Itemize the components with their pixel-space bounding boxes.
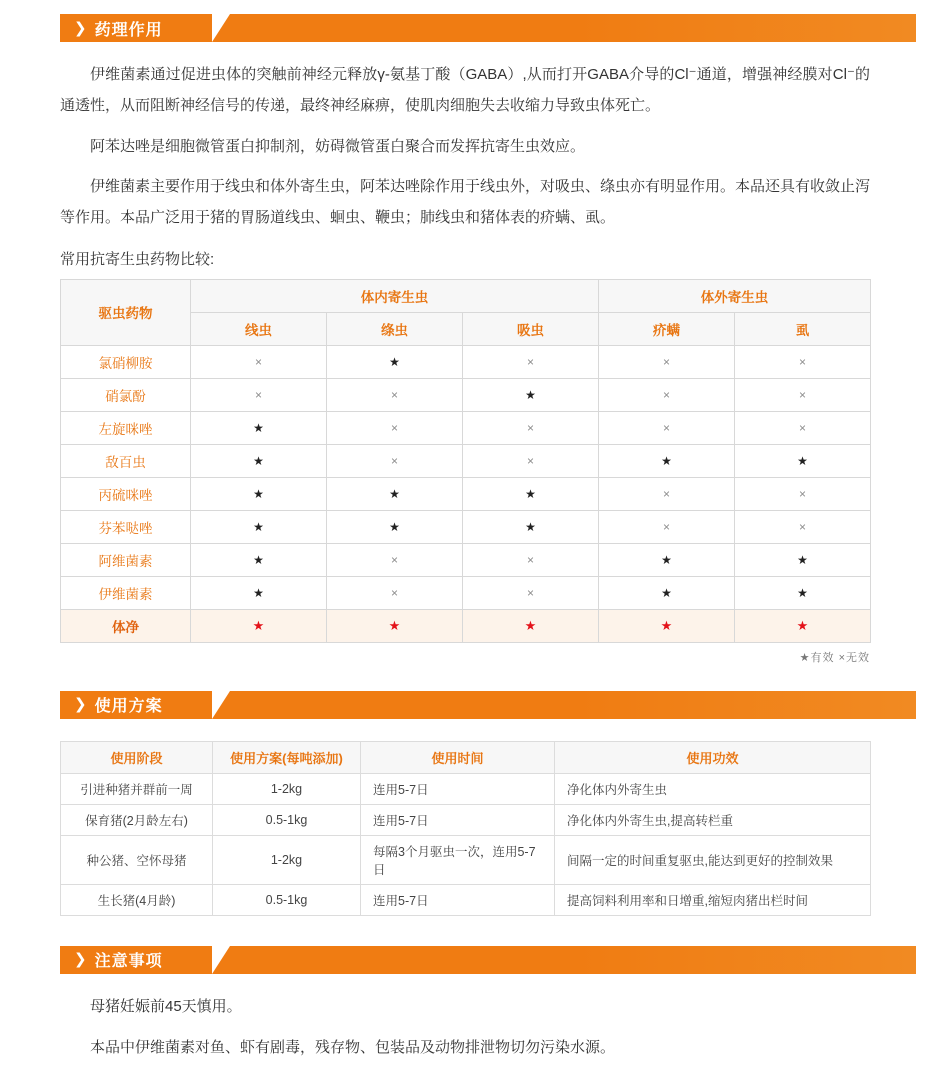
usage-cell: 0.5-1kg [213,804,361,835]
efficacy-cell [191,576,327,609]
usage-cell: 净化体内外寄生虫,提高转栏重 [555,804,871,835]
efficacy-cell [599,378,735,411]
efficacy-cell [327,543,463,576]
drug-name-cell: 阿维菌素 [61,543,191,576]
effective-star-icon: ★ [389,520,400,535]
ineffective-cross-icon: × [662,421,670,436]
subheader-lice: 虱 [735,312,871,345]
section-title: 注意事项 [94,953,163,971]
efficacy-cell [327,345,463,378]
drug-name-cell: 伊维菌素 [61,576,191,609]
drug-name-cell: 丙硫咪唑 [61,477,191,510]
section-header-usage [60,691,916,719]
table-row [61,804,871,835]
table-row [61,411,871,444]
effective-star-icon: ★ [253,553,264,568]
effective-star-icon: ★ [661,553,672,568]
chevron-right-icon: ❯ [74,951,87,969]
table-row [61,378,871,411]
efficacy-cell [327,411,463,444]
effective-star-icon: ★ [525,388,536,403]
efficacy-cell [735,345,871,378]
efficacy-cell [463,411,599,444]
usage-table-body [61,773,871,915]
ineffective-cross-icon: × [390,388,398,403]
efficacy-cell [463,576,599,609]
usage-cell: 1-2kg [213,835,361,884]
efficacy-cell [599,576,735,609]
efficacy-cell [735,543,871,576]
table-row [61,609,871,642]
efficacy-cell [735,609,871,642]
ineffective-cross-icon: × [798,388,806,403]
comparison-table-wrap [60,279,870,665]
efficacy-cell [735,378,871,411]
effective-star-icon: ★ [389,487,400,502]
efficacy-cell [599,411,735,444]
effective-star-icon: ★ [661,454,672,469]
usage-cell: 保育猪(2月龄左右) [61,804,213,835]
efficacy-cell [735,510,871,543]
effective-star-icon: ★ [797,553,808,568]
ineffective-cross-icon: × [390,454,398,469]
ineffective-cross-icon: × [526,421,534,436]
efficacy-cell [327,444,463,477]
ineffective-cross-icon: × [798,421,806,436]
drug-name-cell: 芬苯哒唑 [61,510,191,543]
header-notch-decoration [212,691,230,719]
ineffective-cross-icon: × [798,487,806,502]
usage-header-dose: 使用方案(每吨添加) [213,741,361,773]
table-row [61,543,871,576]
usage-cell: 生长猪(4月龄) [61,884,213,915]
ineffective-cross-icon: × [390,421,398,436]
efficacy-cell [327,378,463,411]
usage-cell: 引进种猪并群前一周 [61,773,213,804]
efficacy-cell [463,345,599,378]
efficacy-cell [327,609,463,642]
ineffective-cross-icon: × [254,355,262,370]
efficacy-cell [191,378,327,411]
effective-star-icon: ★ [252,617,265,633]
drug-name-cell: 体净 [61,609,191,642]
table-row [61,835,871,884]
efficacy-cell [463,477,599,510]
chevron-right-icon: ❯ [74,19,87,37]
efficacy-cell [599,477,735,510]
ineffective-cross-icon: × [390,586,398,601]
subheader-mange-mite: 疥螨 [599,312,735,345]
subheader-nematode: 线虫 [191,312,327,345]
efficacy-cell [735,576,871,609]
efficacy-cell [463,378,599,411]
effective-star-icon: ★ [525,487,536,502]
comparison-table-body [61,345,871,642]
comparison-table-caption: 常用抗寄生虫药物比较: [60,250,215,268]
drug-name-cell: 硝氯酚 [61,378,191,411]
section-header-pharmacology [60,14,916,42]
paragraph: 伊维菌素通过促进虫体的突触前神经元释放γ-氨基丁酸（GABA）,从而打开GABA介导的Cl⁻通道，增强神经膜对Cl⁻的通透性，从而阻断神经信号的传递，最终神经麻痹，使肌肉细胞失去收缩力导致虫体死亡。 [60,66,870,114]
paragraph: 伊维菌素主要作用于线虫和体外寄生虫，阿苯达唑除作用于线虫外，对吸虫、绦虫亦有明显作用。本品还具有收敛止泻等作用。本品广泛用于猪的胃肠道线虫、蛔虫、鞭虫；肺线虫和猪体表的疥螨、虱。 [60,178,871,226]
paragraph: 本品中伊维菌素对鱼、虾有剧毒，残存物、包装品及动物排泄物切勿污染水源。 [90,1038,616,1056]
effective-star-icon: ★ [253,487,264,502]
table-row [61,477,871,510]
usage-table [60,741,871,916]
ineffective-cross-icon: × [662,388,670,403]
efficacy-cell [599,543,735,576]
efficacy-cell [327,510,463,543]
group-header-external: 体外寄生虫 [599,279,871,312]
pharmacology-body [60,60,870,269]
efficacy-cell [191,609,327,642]
group-header-internal: 体内寄生虫 [191,279,599,312]
ineffective-cross-icon: × [254,388,262,403]
table-row [61,773,871,804]
efficacy-cell [327,477,463,510]
effective-star-icon: ★ [253,454,264,469]
efficacy-cell [191,477,327,510]
ineffective-cross-icon: × [662,520,670,535]
usage-cell: 0.5-1kg [213,884,361,915]
header-notch-decoration [212,946,230,974]
usage-cell: 提高饲料利用率和日增重,缩短肉猪出栏时间 [555,884,871,915]
table-row [61,884,871,915]
ineffective-cross-icon: × [662,355,670,370]
subheader-fluke: 吸虫 [463,312,599,345]
efficacy-cell [191,345,327,378]
comparison-table [60,279,871,643]
effective-star-icon: ★ [797,586,808,601]
drug-name-cell: 左旋咪唑 [61,411,191,444]
efficacy-cell [463,444,599,477]
corner-header: 驱虫药物 [61,279,191,345]
table-row [61,345,871,378]
section-title: 使用方案 [94,698,163,716]
efficacy-cell [735,444,871,477]
table-row [61,576,871,609]
section-header-notice [60,946,916,974]
table-header-row [61,279,871,312]
efficacy-cell [463,543,599,576]
efficacy-cell [327,576,463,609]
paragraph: 阿苯达唑是细胞微管蛋白抑制剂，妨碍微管蛋白聚合而发挥抗寄生虫效应。 [90,137,586,155]
effective-star-icon: ★ [660,617,673,633]
effective-star-icon: ★ [524,617,537,633]
table-header-row [61,741,871,773]
ineffective-cross-icon: × [662,487,670,502]
usage-cell: 连用5-7日 [361,884,555,915]
effective-star-icon: ★ [388,617,401,633]
usage-cell: 1-2kg [213,773,361,804]
ineffective-cross-icon: × [798,355,806,370]
efficacy-cell [463,510,599,543]
usage-cell: 每隔3个月驱虫一次，连用5-7日 [361,835,555,884]
efficacy-cell [191,411,327,444]
ineffective-cross-icon: × [526,553,534,568]
usage-header-stage: 使用阶段 [61,741,213,773]
efficacy-cell [599,345,735,378]
efficacy-cell [599,609,735,642]
usage-header-effect: 使用功效 [555,741,871,773]
effective-star-icon: ★ [253,421,264,436]
efficacy-cell [735,411,871,444]
chevron-right-icon: ❯ [74,696,87,714]
ineffective-cross-icon: × [798,520,806,535]
ineffective-cross-icon: × [526,454,534,469]
usage-cell: 种公猪、空怀母猪 [61,835,213,884]
subheader-tapeworm: 绦虫 [327,312,463,345]
drug-name-cell: 氯硝柳胺 [61,345,191,378]
section-title: 药理作用 [94,21,163,39]
efficacy-cell [599,444,735,477]
efficacy-cell [599,510,735,543]
effective-star-icon: ★ [253,520,264,535]
efficacy-cell [191,444,327,477]
efficacy-cell [463,609,599,642]
usage-cell: 连用5-7日 [361,773,555,804]
efficacy-cell [191,543,327,576]
effective-star-icon: ★ [797,454,808,469]
efficacy-cell [191,510,327,543]
paragraph: 母猪妊娠前45天慎用。 [90,997,242,1015]
usage-header-duration: 使用时间 [361,741,555,773]
table-row [61,444,871,477]
drug-name-cell: 敌百虫 [61,444,191,477]
usage-cell: 净化体内外寄生虫 [555,773,871,804]
ineffective-cross-icon: × [526,355,534,370]
effective-star-icon: ★ [661,586,672,601]
effective-star-icon: ★ [389,355,400,370]
efficacy-cell [735,477,871,510]
effective-star-icon: ★ [796,617,809,633]
usage-cell: 间隔一定的时间重复驱虫,能达到更好的控制效果 [555,835,871,884]
header-notch-decoration [212,14,230,42]
table-legend: ★有效 ×无效 [799,651,870,664]
effective-star-icon: ★ [253,586,264,601]
usage-table-wrap [60,741,870,916]
effective-star-icon: ★ [525,520,536,535]
table-row [61,510,871,543]
usage-cell: 连用5-7日 [361,804,555,835]
ineffective-cross-icon: × [390,553,398,568]
notice-body [60,992,870,1064]
ineffective-cross-icon: × [526,586,534,601]
